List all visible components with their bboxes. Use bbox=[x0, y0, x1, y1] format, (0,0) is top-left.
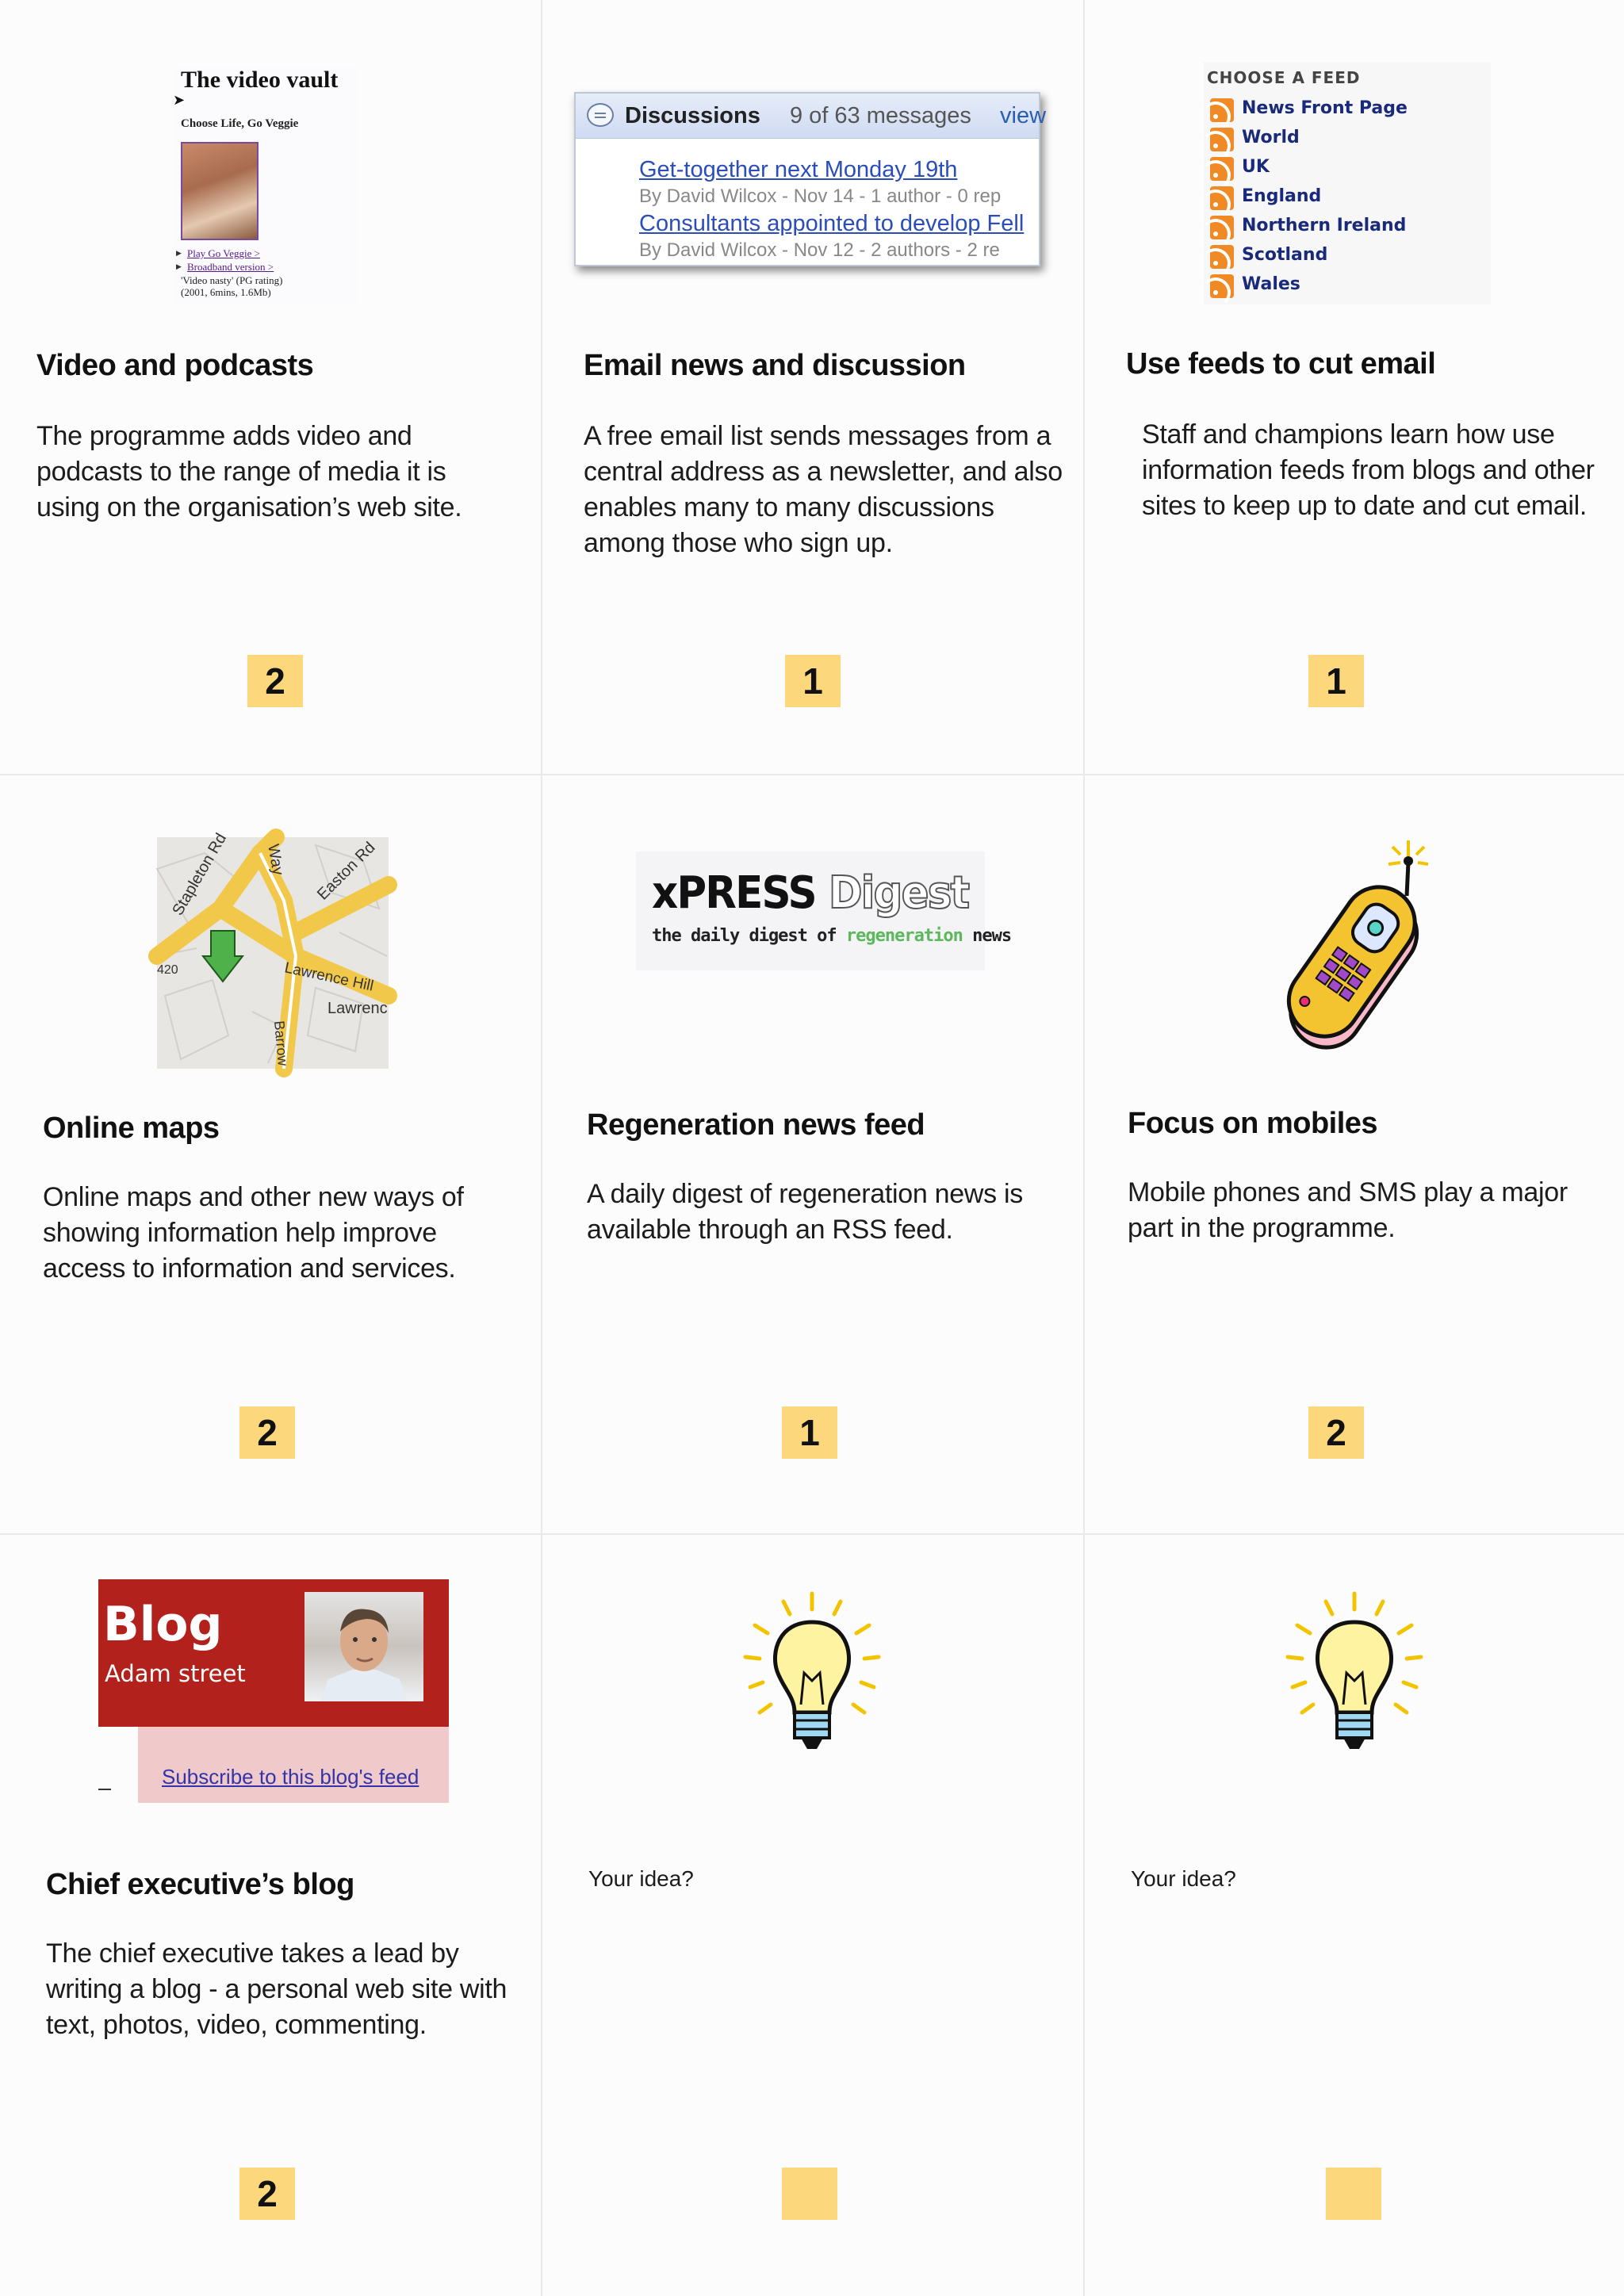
card-description: A daily digest of regeneration news is available through an RSS feed. bbox=[587, 1179, 1023, 1245]
card-description: Mobile phones and SMS play a major part in the programme. bbox=[1128, 1177, 1568, 1243]
discussion-link[interactable]: Consultants appointed to develop Fell bbox=[639, 211, 1025, 236]
card-title: Video and podcasts bbox=[36, 349, 314, 382]
priority-badge-empty bbox=[1326, 2168, 1381, 2220]
card-description: The chief executive takes a lead by writing a blog - a personal web site with text, photos, video, commenting. bbox=[46, 1938, 508, 2040]
priority-badge: 1 bbox=[785, 655, 841, 707]
discussion-link[interactable]: Get-together next Monday 19th bbox=[639, 157, 958, 182]
rss-icon bbox=[1210, 216, 1234, 239]
priority-badge: 2 bbox=[239, 2168, 295, 2220]
card-title: Focus on mobiles bbox=[1128, 1107, 1378, 1140]
view-link[interactable]: view bbox=[1000, 103, 1047, 128]
card-title: Use feeds to cut email bbox=[1126, 347, 1436, 381]
discussion-meta: By David Wilcox - Nov 14 - 1 author - 0 rep bbox=[639, 186, 1002, 207]
card-title: Chief executive’s blog bbox=[46, 1868, 354, 1901]
feed-label: World bbox=[1242, 128, 1300, 147]
brand-main: xPRESS bbox=[652, 867, 816, 919]
speech-bubble-icon bbox=[587, 103, 614, 127]
road-label: Easton Rd bbox=[313, 838, 379, 904]
mobile-phone-icon bbox=[1258, 832, 1462, 1047]
message-count: 9 of 63 messages bbox=[790, 103, 971, 128]
card-ceo-blog bbox=[0, 1535, 542, 2296]
rss-icon bbox=[1210, 157, 1234, 181]
feeds-heading: CHOOSE A FEED bbox=[1207, 68, 1361, 87]
rss-icon bbox=[1210, 274, 1234, 298]
card-description: Online maps and other new ways of showing information help improve access to information and services. bbox=[43, 1182, 464, 1284]
card-regeneration-feed bbox=[542, 775, 1085, 1535]
brand-tagline bbox=[652, 926, 1011, 946]
cursor-icon: ➤ bbox=[173, 92, 186, 108]
discussions-header bbox=[576, 94, 1047, 139]
discussions-label: Discussions bbox=[625, 103, 760, 128]
blog-name: Blog bbox=[103, 1597, 223, 1652]
tagline-post: news bbox=[972, 926, 1012, 946]
card-your-idea bbox=[1085, 1535, 1624, 2296]
road-label: Lawrenc bbox=[327, 1000, 388, 1017]
brand-name bbox=[652, 867, 968, 919]
priority-badge-empty bbox=[782, 2168, 837, 2220]
feed-label: News Front Page bbox=[1242, 98, 1408, 118]
feed-label: UK bbox=[1242, 157, 1270, 177]
road-label: Lawrence Hill bbox=[282, 959, 375, 995]
card-your-idea bbox=[542, 1535, 1085, 2296]
rating-note: 'Video nasty' (PG rating) bbox=[181, 274, 283, 286]
road-label: Way bbox=[264, 843, 287, 877]
discussion-meta: By David Wilcox - Nov 12 - 2 authors - 2 re bbox=[639, 239, 1000, 261]
rss-icon bbox=[1210, 128, 1234, 151]
thumb-subheading: Choose Life, Go Veggie bbox=[181, 117, 299, 130]
card-online-maps bbox=[0, 775, 542, 1535]
card-focus-mobiles bbox=[1085, 775, 1624, 1535]
card-title: Online maps bbox=[43, 1112, 220, 1145]
map-thumbnail bbox=[157, 830, 389, 1069]
card-title: Email news and discussion bbox=[584, 349, 966, 382]
tagline-accent: regeneration bbox=[845, 926, 963, 946]
broadband-link[interactable]: ▶ Broadband version > bbox=[187, 261, 274, 274]
portrait-image bbox=[304, 1592, 423, 1701]
card-email-discussion bbox=[542, 0, 1085, 775]
priority-badge: 2 bbox=[247, 655, 303, 707]
play-link[interactable]: ▶ Play Go Veggie > bbox=[187, 247, 260, 260]
card-description: The programme adds video and podcasts to the range of media it is using on the organisation’s web site. bbox=[36, 421, 462, 522]
rss-icon bbox=[1210, 98, 1234, 122]
light-bulb-icon bbox=[722, 1586, 902, 1773]
card-description: Staff and champions learn how use information feeds from blogs and other sites to keep up to date and cut email. bbox=[1142, 419, 1595, 521]
card-video-podcasts bbox=[0, 0, 542, 775]
light-bulb-thumbnail bbox=[1264, 1586, 1445, 1773]
priority-badge: 1 bbox=[782, 1406, 837, 1459]
priority-badge: 2 bbox=[239, 1406, 295, 1459]
rss-icon bbox=[1210, 186, 1234, 210]
feed-list-thumbnail bbox=[1204, 62, 1491, 304]
video-still-image bbox=[181, 142, 259, 240]
blog-author: Adam street bbox=[105, 1660, 246, 1687]
divider bbox=[98, 1789, 111, 1790]
card-use-feeds bbox=[1085, 0, 1624, 775]
author-photo bbox=[304, 1592, 423, 1701]
priority-badge: 1 bbox=[1308, 655, 1364, 707]
feed-label: Wales bbox=[1242, 274, 1300, 294]
tagline-pre: the daily digest of bbox=[652, 926, 837, 946]
light-bulb-thumbnail bbox=[722, 1586, 902, 1773]
blog-header bbox=[98, 1579, 449, 1727]
idea-prompt: Your idea? bbox=[1131, 1866, 1236, 1891]
brand-accent: Digest bbox=[828, 867, 969, 919]
street-map bbox=[157, 830, 389, 1069]
road-label: 420 bbox=[157, 963, 178, 977]
priority-badge: 2 bbox=[1308, 1406, 1364, 1459]
size-note: (2001, 6mins, 1.6Mb) bbox=[181, 286, 271, 298]
road-label: Stapleton Rd bbox=[169, 830, 231, 919]
idea-prompt: Your idea? bbox=[588, 1866, 694, 1891]
thumb-heading: The video vault bbox=[181, 67, 339, 93]
subscribe-feed-link[interactable]: Subscribe to this blog's feed bbox=[162, 1765, 419, 1789]
feed-label: England bbox=[1242, 186, 1322, 206]
video-vault-thumbnail bbox=[173, 67, 358, 304]
xpress-digest-logo bbox=[636, 851, 1012, 970]
mobile-phone-thumbnail bbox=[1258, 832, 1462, 1047]
light-bulb-icon bbox=[1264, 1586, 1445, 1773]
card-title: Regeneration news feed bbox=[587, 1108, 925, 1142]
feed-label: Scotland bbox=[1242, 245, 1328, 265]
discussions-thumbnail bbox=[574, 92, 1047, 266]
feed-label: Northern Ireland bbox=[1242, 216, 1407, 235]
rss-icon bbox=[1210, 245, 1234, 269]
road-label: Barrow bbox=[271, 1020, 291, 1067]
card-description: A free email list sends messages from a central address as a newsletter, and also enables many to many discussions among those who sign up. bbox=[584, 421, 1063, 558]
blog-thumbnail bbox=[98, 1579, 450, 1806]
